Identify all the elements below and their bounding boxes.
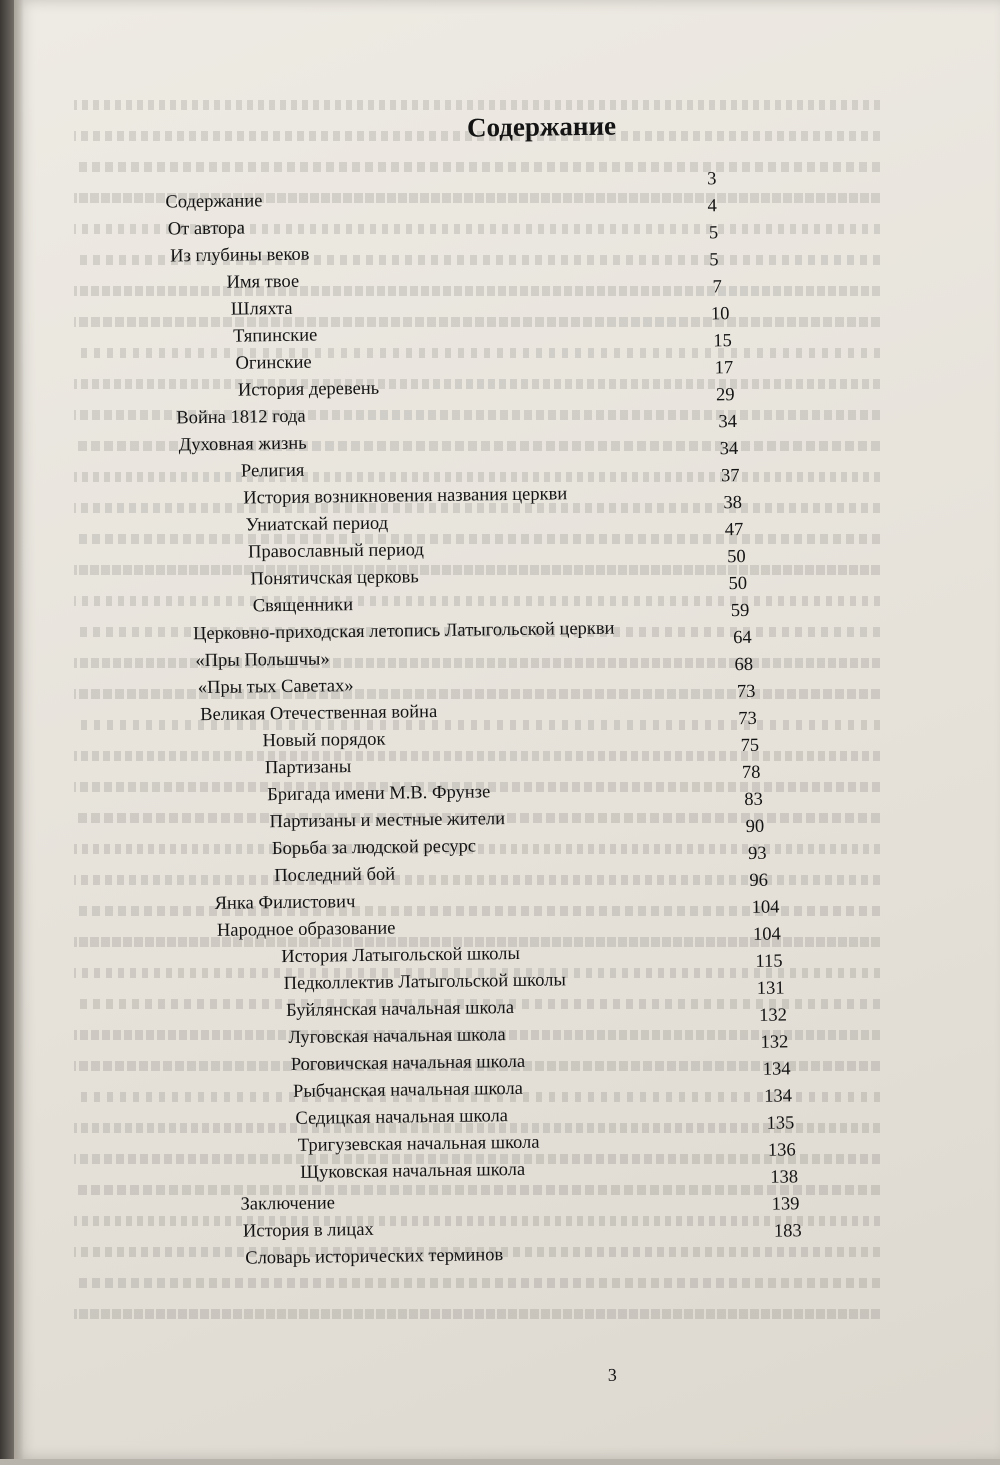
page-number: 3 [607,1364,617,1385]
toc-entry-label: Заключение [240,1193,336,1215]
toc-entry-label: Буйлянская начальная школа [285,998,515,1022]
toc-entry-page: 136 [767,1140,796,1161]
toc-entry-page: 47 [724,519,744,541]
toc-entry-page: 104 [751,897,780,918]
toc-entry-page: 138 [770,1167,799,1188]
toc-entry-label: Борьба за людской ресурс [271,836,477,860]
toc-entry-page: 64 [733,627,752,649]
toc-entry-label: Униатскай период [245,513,389,536]
toc-entry-label: Церковно-приходская летопись Латыгольской церкви [192,618,615,645]
book-page [14,0,1000,1459]
toc-entry-page: 50 [728,573,748,595]
toc-entry-label: Тригузевская начальная школа [297,1132,540,1156]
toc-entry-label: История деревень [237,378,380,401]
toc-entry-page: 134 [764,1086,793,1107]
toc-entry-label: Янка Филистович [214,892,356,914]
toc-entry-label: От автора [167,218,246,240]
toc-entry-label: Партизаны и местные жители [269,809,506,833]
toc-entry-label: Великая Отечественная война [200,702,438,726]
toc-entry-label: Седицкая начальная школа [295,1106,509,1129]
toc-entry-label: Шляхта [230,298,293,320]
toc-entry-page: 38 [723,493,743,514]
toc-entry-page: 5 [709,250,719,271]
toc-entry-label: Война 1812 года [176,406,306,429]
toc-entry-label: Народное образование [216,918,396,941]
toc-entry-page: 115 [755,951,783,972]
toc-entry-page: 4 [707,196,717,217]
toc-entry-page: 93 [747,843,767,864]
toc-entry-page: 134 [762,1059,791,1080]
toc-entry-label: Бригада имени М.В. Фрунзе [267,782,491,806]
toc-entry-label: Духовная жизнь [178,433,307,456]
toc-entry-page: 68 [734,654,754,676]
toc-entry-page: 5 [708,223,719,244]
toc-entry-page: 139 [771,1194,800,1215]
toc-entry-page: 34 [718,412,738,433]
toc-entry-page: 131 [756,978,785,999]
toc-entry-label: Луговская начальная школа [288,1025,506,1048]
toc-entry-label: Словарь исторических терминов [245,1245,504,1269]
toc-entry-page: 59 [730,600,750,622]
toc-entry-label: История возникновения названия церкви [243,484,568,509]
toc-entry-label: «Пры Польшчы» [195,649,330,672]
toc-entry-page: 73 [738,708,757,730]
toc-entry-label: Содержание [165,191,263,213]
toc-entry-label: Из глубины веков [170,244,310,267]
toc-entry-page: 17 [714,358,734,379]
toc-entry-label: Последний бой [274,864,396,887]
toc-entry-page: 10 [710,304,730,325]
toc-entry-page: 29 [715,385,735,406]
toc-entry-label: Щуковская начальная школа [300,1159,526,1183]
toc-entry-page: 3 [707,169,717,190]
toc-entry-label: История Латыгольской школы [281,943,521,968]
toc-entry-page: 37 [720,466,740,487]
toc-entry-page: 132 [759,1005,788,1026]
toc-entry-page: 50 [727,546,746,568]
toc-entry-label: Православный период [247,540,424,563]
table-of-contents [5,0,1000,1465]
toc-entry-page: 135 [766,1113,795,1134]
toc-entry-page: 183 [773,1221,802,1242]
toc-entry-label: Огинские [235,352,312,374]
toc-entry-label: Партизаны [264,757,352,779]
toc-entry-label: Имя твое [226,271,300,293]
toc-entry-label: Священники [252,595,354,617]
toc-entry-page: 34 [719,439,739,460]
toc-entry-label: Педколлектив Латыгольской школы [283,970,566,995]
toc-entry-label: Роговичская начальная школа [290,1051,526,1075]
toc-entry-page: 75 [740,735,760,757]
toc-entry-page: 7 [712,277,722,298]
toc-entry-label: Рыбчанская начальная школа [292,1078,524,1102]
toc-entry-page: 132 [760,1032,789,1053]
toc-entry-page: 15 [713,331,732,352]
toc-entry-label: Религия [240,460,305,482]
toc-entry-page: 90 [745,816,765,837]
toc-entry-label: «Пры тых Саветах» [197,676,354,699]
toc-entry-label: История в лицах [242,1219,374,1242]
toc-entry-page: 73 [736,681,756,703]
toc-entry-page: 78 [741,762,761,784]
toc-entry-page: 96 [749,870,769,891]
toc-entry-page: 104 [752,924,781,945]
toc-title: Содержание [466,110,617,143]
toc-entry-page: 83 [744,789,763,810]
toc-entry-label: Тяпинские [233,325,318,347]
toc-entry-label: Новый порядок [262,729,386,752]
toc-entry-label: Понятичская церковь [250,567,419,590]
